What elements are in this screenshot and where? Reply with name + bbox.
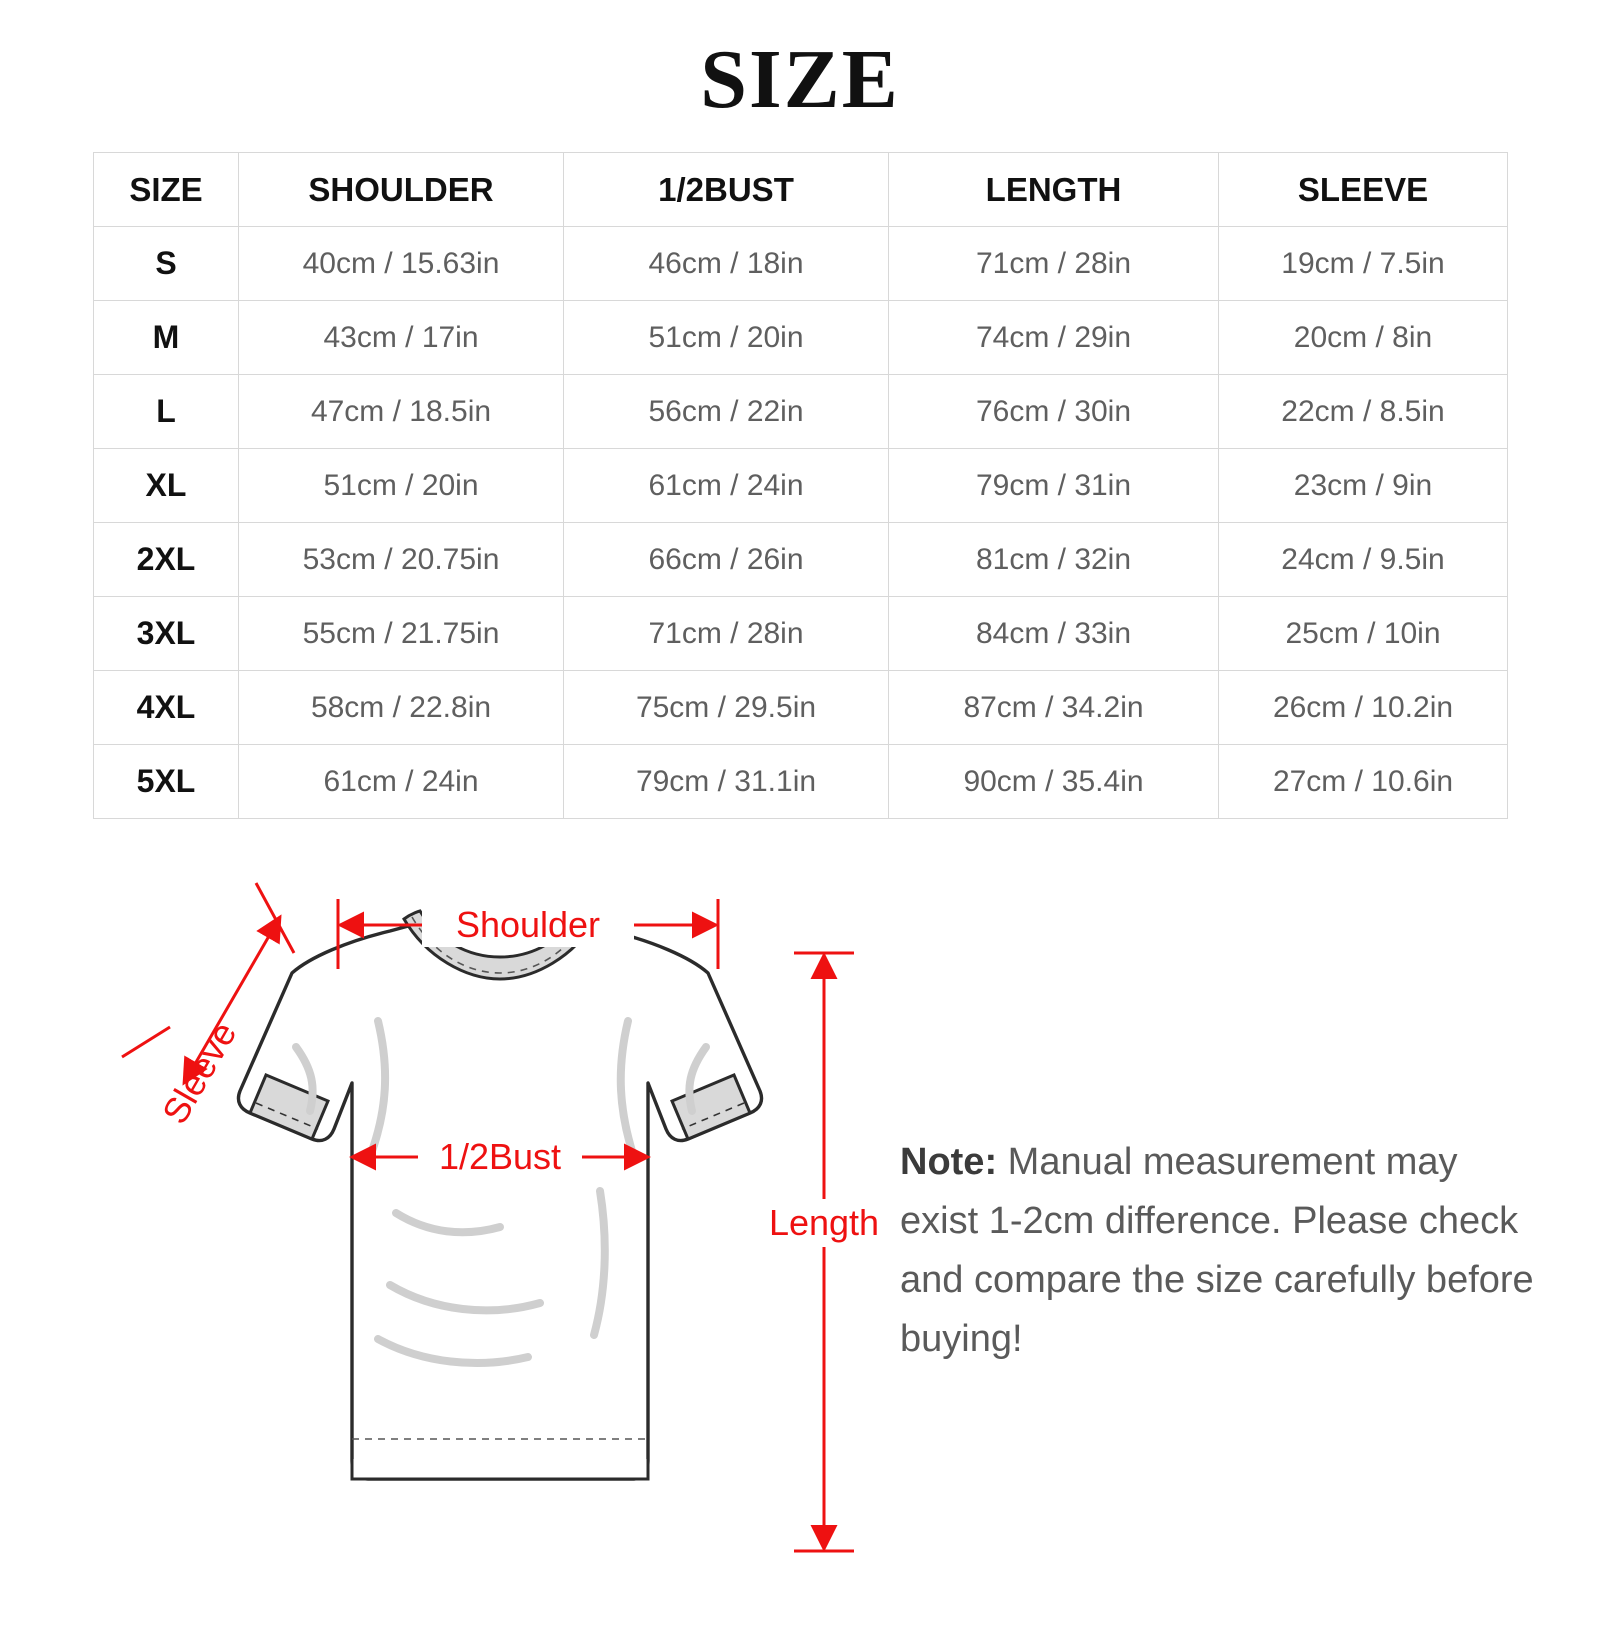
cell-sleeve: 26cm / 10.2in — [1219, 671, 1508, 745]
column-header-shoulder: SHOULDER — [239, 153, 564, 227]
table-row — [94, 745, 1508, 819]
cell-shoulder: 40cm / 15.63in — [239, 227, 564, 301]
cell-length: 79cm / 31in — [889, 449, 1219, 523]
bust-label: 1/2Bust — [438, 1136, 562, 1178]
table-row — [94, 597, 1508, 671]
column-header-bust: 1/2BUST — [564, 153, 889, 227]
note-label: Note: — [900, 1141, 998, 1184]
cell-length: 87cm / 34.2in — [889, 671, 1219, 745]
cell-length: 84cm / 33in — [889, 597, 1219, 671]
cell-bust: 46cm / 18in — [564, 227, 889, 301]
cell-shoulder: 47cm / 18.5in — [239, 375, 564, 449]
cell-shoulder: 55cm / 21.75in — [239, 597, 564, 671]
tshirt-illustration — [238, 911, 761, 1479]
cell-size: 3XL — [94, 597, 239, 671]
note-text — [900, 1133, 1540, 1369]
column-header-sleeve: SLEEVE — [1219, 153, 1508, 227]
measurement-diagram-section — [0, 861, 1600, 1601]
cell-size: 4XL — [94, 671, 239, 745]
cell-length: 76cm / 30in — [889, 375, 1219, 449]
size-chart-table-wrapper — [93, 152, 1507, 819]
cell-shoulder: 43cm / 17in — [239, 301, 564, 375]
cell-length: 81cm / 32in — [889, 523, 1219, 597]
cell-sleeve: 27cm / 10.6in — [1219, 745, 1508, 819]
cell-size: L — [94, 375, 239, 449]
cell-sleeve: 22cm / 8.5in — [1219, 375, 1508, 449]
cell-sleeve: 23cm / 9in — [1219, 449, 1508, 523]
cell-shoulder: 61cm / 24in — [239, 745, 564, 819]
table-row — [94, 449, 1508, 523]
cell-length: 71cm / 28in — [889, 227, 1219, 301]
cell-size: 5XL — [94, 745, 239, 819]
cell-length: 74cm / 29in — [889, 301, 1219, 375]
length-label: Length — [768, 1202, 880, 1244]
size-chart-table — [93, 152, 1508, 819]
cell-length: 90cm / 35.4in — [889, 745, 1219, 819]
cell-shoulder: 53cm / 20.75in — [239, 523, 564, 597]
cell-size: 2XL — [94, 523, 239, 597]
cell-sleeve: 20cm / 8in — [1219, 301, 1508, 375]
cell-size: S — [94, 227, 239, 301]
cell-sleeve: 25cm / 10in — [1219, 597, 1508, 671]
table-row — [94, 375, 1508, 449]
shoulder-label: Shoulder — [455, 904, 601, 946]
cell-shoulder: 51cm / 20in — [239, 449, 564, 523]
table-row — [94, 301, 1508, 375]
cell-bust: 71cm / 28in — [564, 597, 889, 671]
table-row — [94, 671, 1508, 745]
cell-bust: 51cm / 20in — [564, 301, 889, 375]
cell-shoulder: 58cm / 22.8in — [239, 671, 564, 745]
cell-bust: 79cm / 31.1in — [564, 745, 889, 819]
cell-size: M — [94, 301, 239, 375]
cell-bust: 75cm / 29.5in — [564, 671, 889, 745]
sleeve-label: Sleeve — [153, 1015, 245, 1132]
page-title: SIZE — [700, 33, 900, 126]
tshirt-measurement-diagram — [60, 861, 900, 1601]
cell-bust: 56cm / 22in — [564, 375, 889, 449]
cell-bust: 66cm / 26in — [564, 523, 889, 597]
cell-size: XL — [94, 449, 239, 523]
table-row — [94, 523, 1508, 597]
table-header-row — [94, 153, 1508, 227]
table-row — [94, 227, 1508, 301]
column-header-size: SIZE — [94, 153, 239, 227]
cell-sleeve: 19cm / 7.5in — [1219, 227, 1508, 301]
note-body: Manual measurement may exist 1-2cm difference. Please check and compare the size carefully before buying! — [900, 1141, 1534, 1361]
length-dimension — [768, 953, 880, 1551]
cell-sleeve: 24cm / 9.5in — [1219, 523, 1508, 597]
column-header-length: LENGTH — [889, 153, 1219, 227]
cell-bust: 61cm / 24in — [564, 449, 889, 523]
